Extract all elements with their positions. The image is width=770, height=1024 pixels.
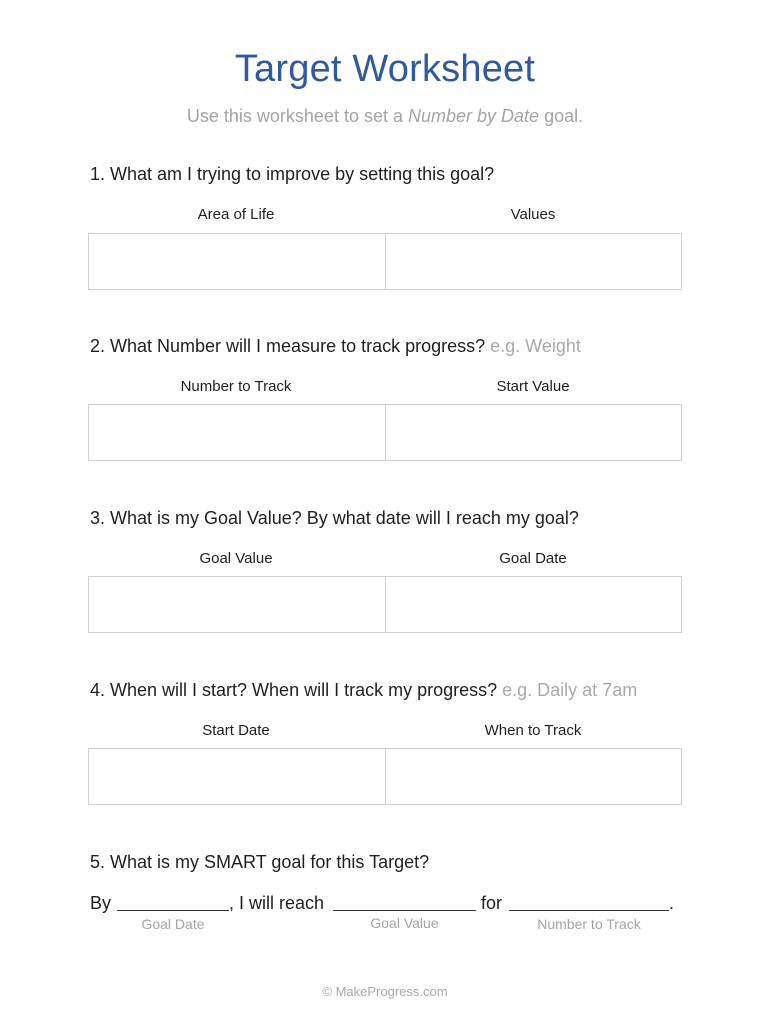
footer-copyright: © MakeProgress.com — [322, 984, 448, 999]
goal-value-caption: Goal Value — [370, 915, 439, 931]
start-date-field[interactable] — [89, 749, 385, 804]
start-value-field[interactable] — [385, 405, 682, 460]
question-3-text: 3. What is my Goal Value? By what date will I reach my goal? — [90, 508, 579, 528]
number-to-track-label: Number to Track — [180, 378, 292, 395]
smart-by-text: By — [90, 893, 112, 913]
number-to-track-caption: Number to Track — [537, 916, 641, 932]
worksheet-title: Target Worksheet — [234, 48, 536, 90]
question-5-text: 5. What is my SMART goal for this Target? — [90, 852, 430, 872]
goal-date-label: Goal Date — [499, 550, 567, 567]
question-4-hint: e.g. Daily at 7am — [502, 680, 638, 700]
values-field[interactable] — [385, 234, 682, 289]
goal-value-blank[interactable] — [333, 910, 476, 911]
question-4 — [90, 680, 637, 701]
goal-date-field[interactable] — [385, 577, 682, 632]
question-3 — [90, 508, 579, 529]
start-date-label: Start Date — [202, 722, 270, 739]
values-label: Values — [510, 206, 556, 223]
goal-value-label: Goal Value — [199, 550, 273, 567]
question-2 — [90, 336, 581, 357]
goal-date-caption: Goal Date — [141, 916, 205, 932]
section-4-boxes — [88, 748, 682, 805]
goal-date-blank[interactable] — [117, 910, 229, 911]
worksheet-subtitle — [0, 106, 770, 127]
section-2-boxes — [88, 404, 682, 461]
smart-will-reach-text: , I will reach — [229, 893, 325, 913]
area-of-life-field[interactable] — [89, 234, 385, 289]
goal-value-field[interactable] — [89, 577, 385, 632]
subtitle-emphasis: Number by Date — [408, 106, 540, 126]
when-to-track-label: When to Track — [484, 722, 582, 739]
section-3-boxes — [88, 576, 682, 633]
question-2-text: 2. What Number will I measure to track progress? — [90, 336, 486, 356]
smart-period: . — [669, 893, 675, 913]
question-1-text: 1. What am I trying to improve by setting this goal? — [90, 164, 495, 184]
subtitle-after: goal. — [539, 106, 584, 126]
question-2-hint: e.g. Weight — [490, 336, 581, 356]
section-1-boxes — [88, 233, 682, 290]
number-to-track-field[interactable] — [89, 405, 385, 460]
area-of-life-label: Area of Life — [197, 206, 275, 223]
question-5 — [90, 852, 429, 873]
question-4-text: 4. When will I start? When will I track my progress? — [90, 680, 498, 700]
smart-for-text: for — [481, 893, 503, 913]
when-to-track-field[interactable] — [385, 749, 682, 804]
start-value-label: Start Value — [496, 378, 570, 395]
number-to-track-blank[interactable] — [509, 910, 669, 911]
question-1 — [90, 164, 494, 185]
subtitle-before: Use this worksheet to set a — [186, 106, 408, 126]
